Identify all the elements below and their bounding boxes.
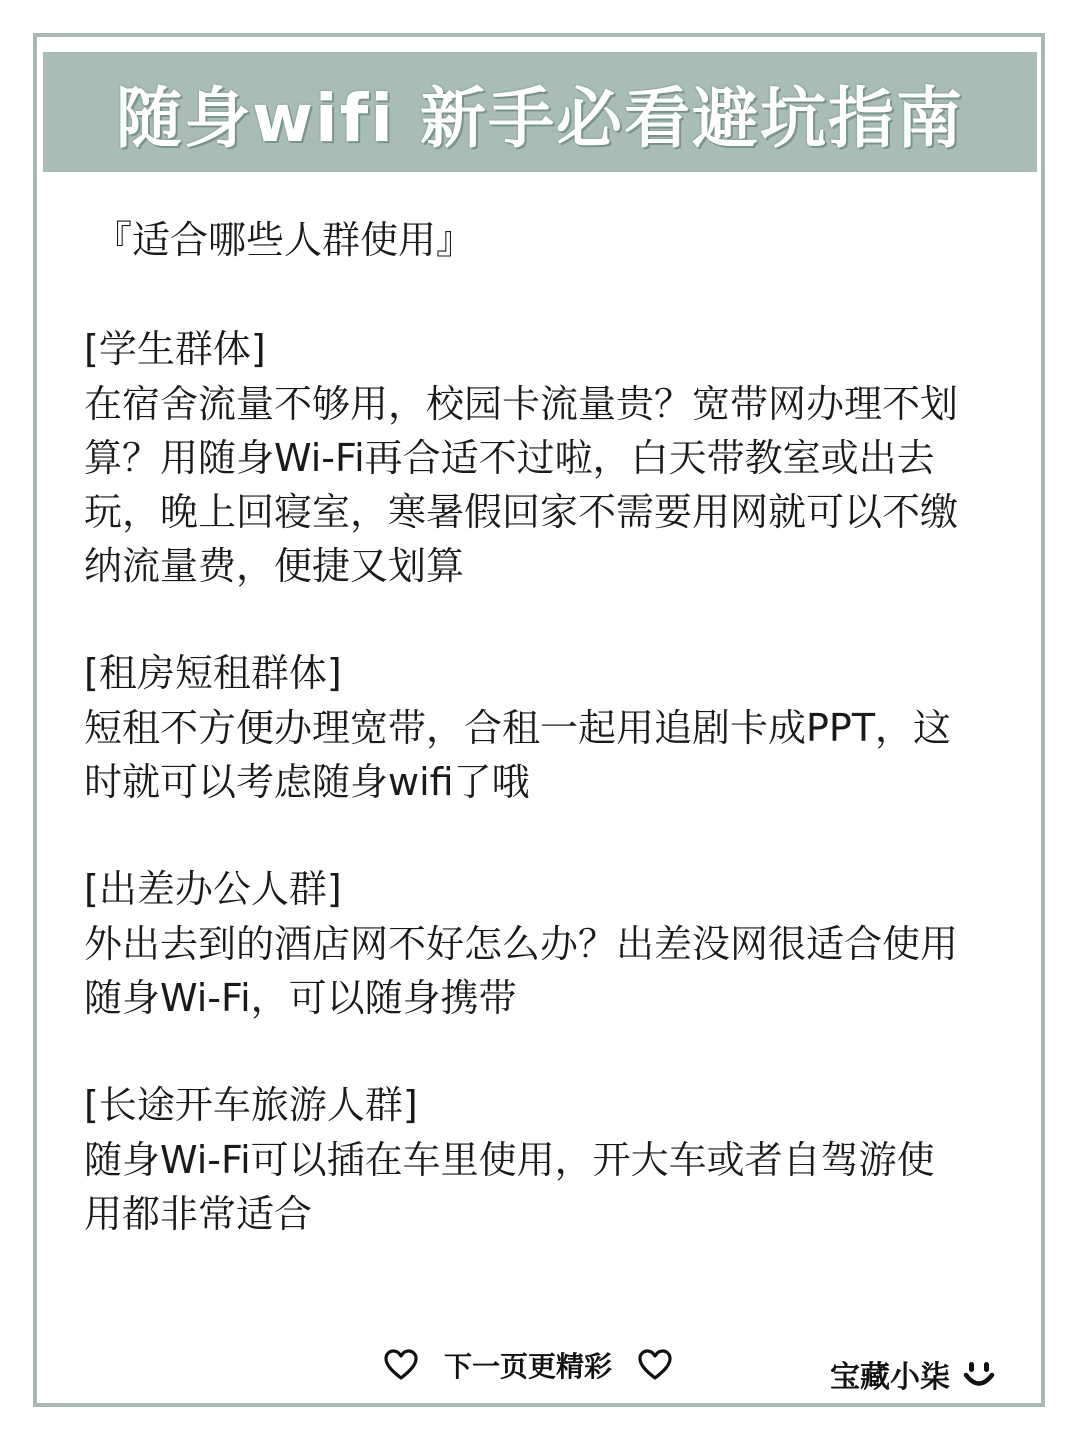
group-description bbox=[84, 701, 984, 809]
heart-icon bbox=[384, 1349, 418, 1381]
group-renters bbox=[84, 645, 984, 809]
description-line: 随身Wi-Fi可以插在车里使用，开大车或者自驾游使 bbox=[84, 1138, 935, 1182]
heart-icon bbox=[638, 1349, 672, 1381]
title-banner bbox=[43, 52, 1037, 172]
next-page-hint bbox=[384, 1340, 672, 1390]
page-title: 随身wifi 新手必看避坑指南 bbox=[116, 79, 964, 157]
description-line: 短租不方便办理宽带，合租一起用追剧卡成PPT，这 bbox=[84, 706, 952, 750]
group-description bbox=[84, 377, 984, 593]
description-line: 外出去到的酒店网不好怎么办？出差没网很适合使用 bbox=[84, 922, 959, 966]
description-line: 在宿舍流量不够用，校园卡流量贵？宽带网办理不划 bbox=[84, 382, 959, 426]
brand-name: 宝藏小柒 bbox=[830, 1360, 950, 1395]
group-description bbox=[84, 917, 984, 1025]
group-description bbox=[84, 1133, 984, 1241]
group-business-travel bbox=[84, 861, 984, 1025]
group-road-trip bbox=[84, 1077, 984, 1241]
group-heading: [出差办公人群] bbox=[84, 867, 342, 911]
group-students bbox=[84, 321, 984, 593]
smile-icon bbox=[962, 1358, 996, 1390]
description-line: 随身Wi-Fi，可以随身携带 bbox=[84, 976, 517, 1020]
description-line: 时就可以考虑随身wifi了哦 bbox=[84, 760, 530, 804]
brand-signature bbox=[830, 1352, 996, 1396]
description-line: 玩，晚上回寝室，寒暑假回家不需要用网就可以不缴 bbox=[84, 490, 959, 534]
group-heading: [学生群体] bbox=[84, 327, 266, 371]
description-line: 算？用随身Wi-Fi再合适不过啦，白天带教室或出去 bbox=[84, 436, 935, 480]
intro-heading: 『适合哪些人群使用』 bbox=[94, 218, 475, 262]
content-area bbox=[84, 212, 984, 1293]
group-heading: [租房短租群体] bbox=[84, 651, 342, 695]
next-page-text: 下一页更精彩 bbox=[444, 1350, 613, 1383]
description-line: 用都非常适合 bbox=[84, 1192, 313, 1236]
description-line: 纳流量费，便捷又划算 bbox=[84, 544, 465, 588]
group-heading: [长途开车旅游人群] bbox=[84, 1083, 418, 1127]
